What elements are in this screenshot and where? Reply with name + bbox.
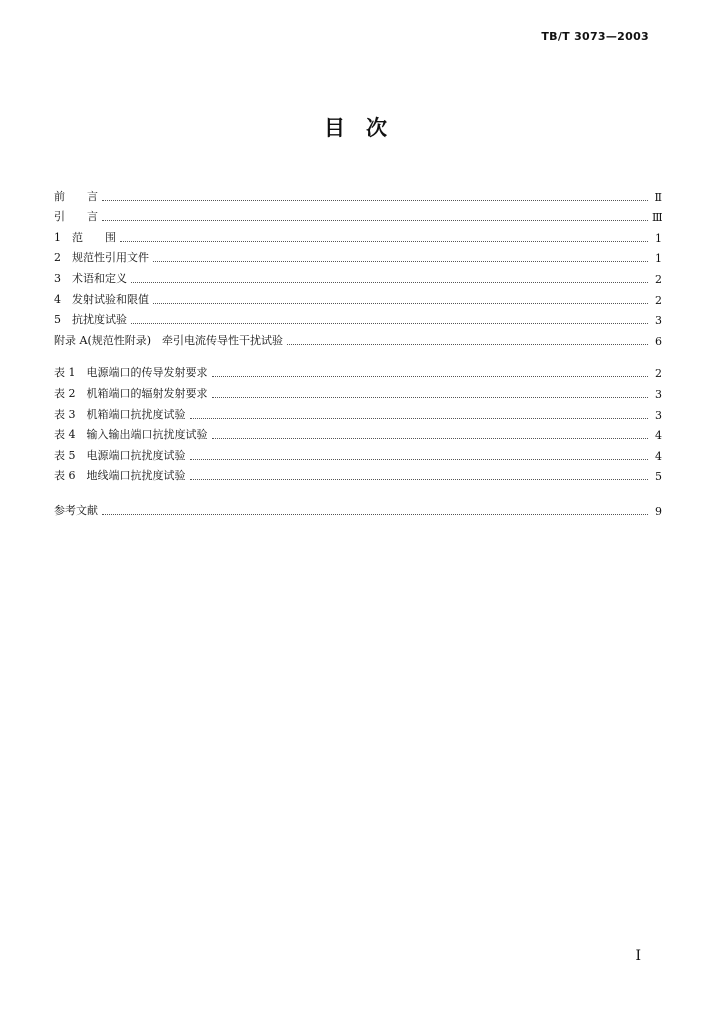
toc-entry-page: 1 — [655, 231, 662, 245]
toc-entry-label: 参考文献 — [54, 503, 98, 517]
toc-entry-page: 9 — [655, 504, 662, 518]
dot-leader — [212, 437, 649, 439]
dot-leader — [153, 260, 648, 262]
toc-entry-label: 表 6 地线端口抗扰度试验 — [54, 469, 186, 483]
toc-entry-label: 5 抗扰度试验 — [54, 313, 127, 327]
toc-entry-label: 表 3 机箱端口抗扰度试验 — [54, 407, 186, 421]
toc-entry-page: 5 — [655, 470, 662, 484]
toc-entry-page: 2 — [655, 367, 662, 381]
dot-leader — [190, 458, 649, 460]
dot-leader — [287, 343, 648, 345]
toc-entry[interactable] — [54, 380, 662, 401]
toc-entry[interactable] — [54, 204, 662, 225]
toc-entry[interactable] — [54, 360, 662, 381]
toc-entry-page: Ⅱ — [654, 190, 662, 204]
toc-entry-label: 2 规范性引用文件 — [54, 251, 149, 265]
toc-entry[interactable] — [54, 245, 662, 266]
toc-entry-page: 2 — [655, 272, 662, 286]
toc-entry-page: 2 — [655, 293, 662, 307]
toc-entry-label: 表 2 机箱端口的辐射发射要求 — [54, 386, 208, 400]
toc-entry[interactable] — [54, 224, 662, 245]
dot-leader — [190, 417, 649, 419]
toc-entry[interactable] — [54, 183, 662, 204]
toc-entry-label: 表 5 电源端口抗扰度试验 — [54, 448, 186, 462]
dot-leader — [102, 513, 648, 515]
dot-leader — [120, 240, 648, 242]
toc-entry[interactable] — [54, 463, 662, 484]
toc-entry-label: 3 术语和定义 — [54, 271, 127, 285]
toc-entry[interactable] — [54, 422, 662, 443]
toc-entry[interactable] — [54, 442, 662, 463]
dot-leader — [131, 322, 648, 324]
toc-entry-page: 1 — [655, 252, 662, 266]
toc-entry[interactable] — [54, 307, 662, 328]
toc-entry-label: 表 1 电源端口的传导发射要求 — [54, 366, 208, 380]
toc-references — [54, 497, 662, 518]
toc-entry[interactable] — [54, 286, 662, 307]
dot-leader — [102, 199, 648, 201]
toc-entry-page: 3 — [655, 387, 662, 401]
toc-entry[interactable] — [54, 401, 662, 422]
table-of-contents — [54, 183, 662, 518]
dot-leader — [190, 478, 649, 480]
toc-sections — [54, 183, 662, 348]
toc-tables — [54, 360, 662, 484]
toc-entry-label: 表 4 输入输出端口抗扰度试验 — [54, 428, 208, 442]
dot-leader — [212, 396, 649, 398]
toc-entry-page: 3 — [655, 408, 662, 422]
dot-leader — [131, 281, 648, 283]
toc-entry-label: 前 言 — [54, 189, 98, 203]
dot-leader — [153, 302, 648, 304]
dot-leader — [102, 219, 648, 221]
toc-entry-page: 4 — [655, 449, 662, 463]
toc-entry[interactable] — [54, 327, 662, 348]
dot-leader — [212, 375, 649, 377]
page-number: I — [635, 948, 641, 964]
toc-entry-page: Ⅲ — [652, 211, 663, 225]
toc-entry-label: 4 发射试验和限值 — [54, 292, 149, 306]
page-title: 目 次 — [324, 116, 387, 140]
toc-entry-label: 引 言 — [54, 210, 98, 224]
toc-entry-label: 1 范 围 — [54, 230, 116, 244]
toc-entry-page: 3 — [655, 314, 662, 328]
toc-entry[interactable] — [54, 265, 662, 286]
toc-entry-page: 4 — [655, 429, 662, 443]
standard-code: TB/T 3073—2003 — [541, 30, 649, 43]
toc-entry[interactable] — [54, 497, 662, 518]
toc-entry-page: 6 — [655, 334, 662, 348]
toc-entry-label: 附录 A(规范性附录) 牵引电流传导性干扰试验 — [54, 333, 284, 347]
